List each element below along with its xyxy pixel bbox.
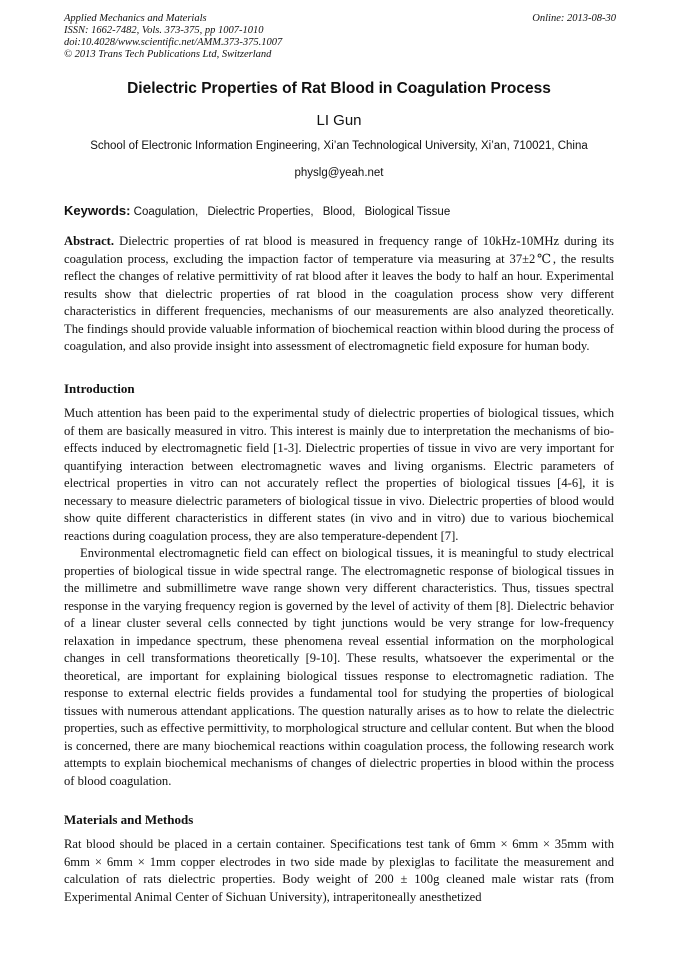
keywords-label: Keywords:	[64, 203, 131, 218]
issn-line: ISSN: 1662-7482, Vols. 373-375, pp 1007-1010	[64, 25, 264, 36]
abstract	[64, 233, 614, 356]
affiliation: School of Electronic Information Engineering, Xi’an Technological University, Xi’an, 710021, China	[90, 140, 588, 152]
abstract-text: Dielectric properties of rat blood is measured in frequency range of 10kHz-10MHz during its coagulation process, excluding the impaction factor of temperature via measuring at 37±2℃, the results reflect the changes of relative permittivity of rat blood after it leaves the body to half an hour. Experimental results show that dielectric properties of rat blood in the coagulation process show very different characteristics in different frequencies, mechanisms of our measurements are also analyzed theoretically. The findings should provide valuable information of biochemical reaction within blood during the process of coagulation, and also provide insight into assessment of electromagnetic field exposure for human body.	[64, 234, 614, 353]
online-date: Online: 2013-08-30	[532, 13, 616, 24]
keyword: Coagulation,	[133, 206, 199, 218]
author-name: LI Gun	[316, 112, 362, 129]
keyword: Dielectric Properties,	[207, 206, 314, 218]
methods-heading: Materials and Methods	[64, 812, 194, 827]
author-email: physlg@yeah.net	[294, 167, 384, 179]
introduction-paragraph: Environmental electromagnetic field can effect on biological tissues, it is meaningful to study electrical properties of biological tissue in wide spectral range. The electromagnetic response of biological tissues in the millimetre and submillimetre wave range shown very different characteristics. Thus, tissues spectral response in the varying frequency region is governed by the level of activity of them [8]. Dielectric behavior of a linear cluster several cells connected by tight junctions would be very strange for low-frequency relaxation in impedance spectrum, these phenomena reveal essential information on the morphological changes in cell transformations theoretically [9-10]. These results, whatsoever the experimental or the theoretical, are important for explaining biological tissues response to electromagnetic radiation. The response to external electric fields provides a fundamental tool for studying the properties of biological tissues with numerous attendant applications. The question naturally arises as to how to relate the dielectric properties, such as effective permittivity, to morphological structure and cellular content. But when the blood is concerned, there are many biochemical reactions within coagulation process, the following research work attempts to explain biochemical mechanisms of changes of dielectric properties in blood within the process of blood coagulation.	[64, 546, 614, 788]
copyright-line: © 2013 Trans Tech Publications Ltd, Switzerland	[64, 49, 272, 60]
introduction-body	[64, 405, 614, 790]
doi-line: doi:10.4028/www.scientific.net/AMM.373-375.1007	[64, 37, 283, 48]
abstract-label: Abstract.	[64, 234, 115, 248]
keyword: Blood,	[322, 206, 356, 218]
journal-name: Applied Mechanics and Materials	[64, 13, 207, 24]
keywords-line	[64, 203, 616, 218]
introduction-paragraph: Much attention has been paid to the experimental study of dielectric properties of biological tissues, which of them are basically measured in vitro. This interest is mainly due to interpretation the mechanisms of bio-effects induced by electromagnetic field [1-3]. Dielectric properties of tissue in vivo are very important for quantifying interaction between electromagnetic waves and living organisms. Electric parameters of electrical properties in vitro can not accurately reflect the properties of biological tissues [4-6], it is necessary to measure dielectric parameters of biological tissue in vivo. Dielectric properties of blood would show quite different characteristics in different states (in vivo and in vitro) due to various biochemical reactions during coagulation process, they are also temperature-dependent [7].	[64, 406, 614, 543]
introduction-heading: Introduction	[64, 381, 135, 396]
methods-paragraph: Rat blood should be placed in a certain container. Specifications test tank of 6mm × 6mm × 35mm with 6mm × 6mm × 1mm copper electrodes in two side made by plexiglas to facilitate the measurement and calculation of rats dielectric properties. Body weight of 200 ± 100g cleaned male wistar rats (from Experimental Animal Center of Sichuan University), intraperitoneally anesthetized	[64, 837, 614, 904]
journal-header	[64, 13, 616, 61]
paper-title: Dielectric Properties of Rat Blood in Coagulation Process	[127, 80, 551, 97]
keyword: Biological Tissue	[364, 206, 451, 218]
